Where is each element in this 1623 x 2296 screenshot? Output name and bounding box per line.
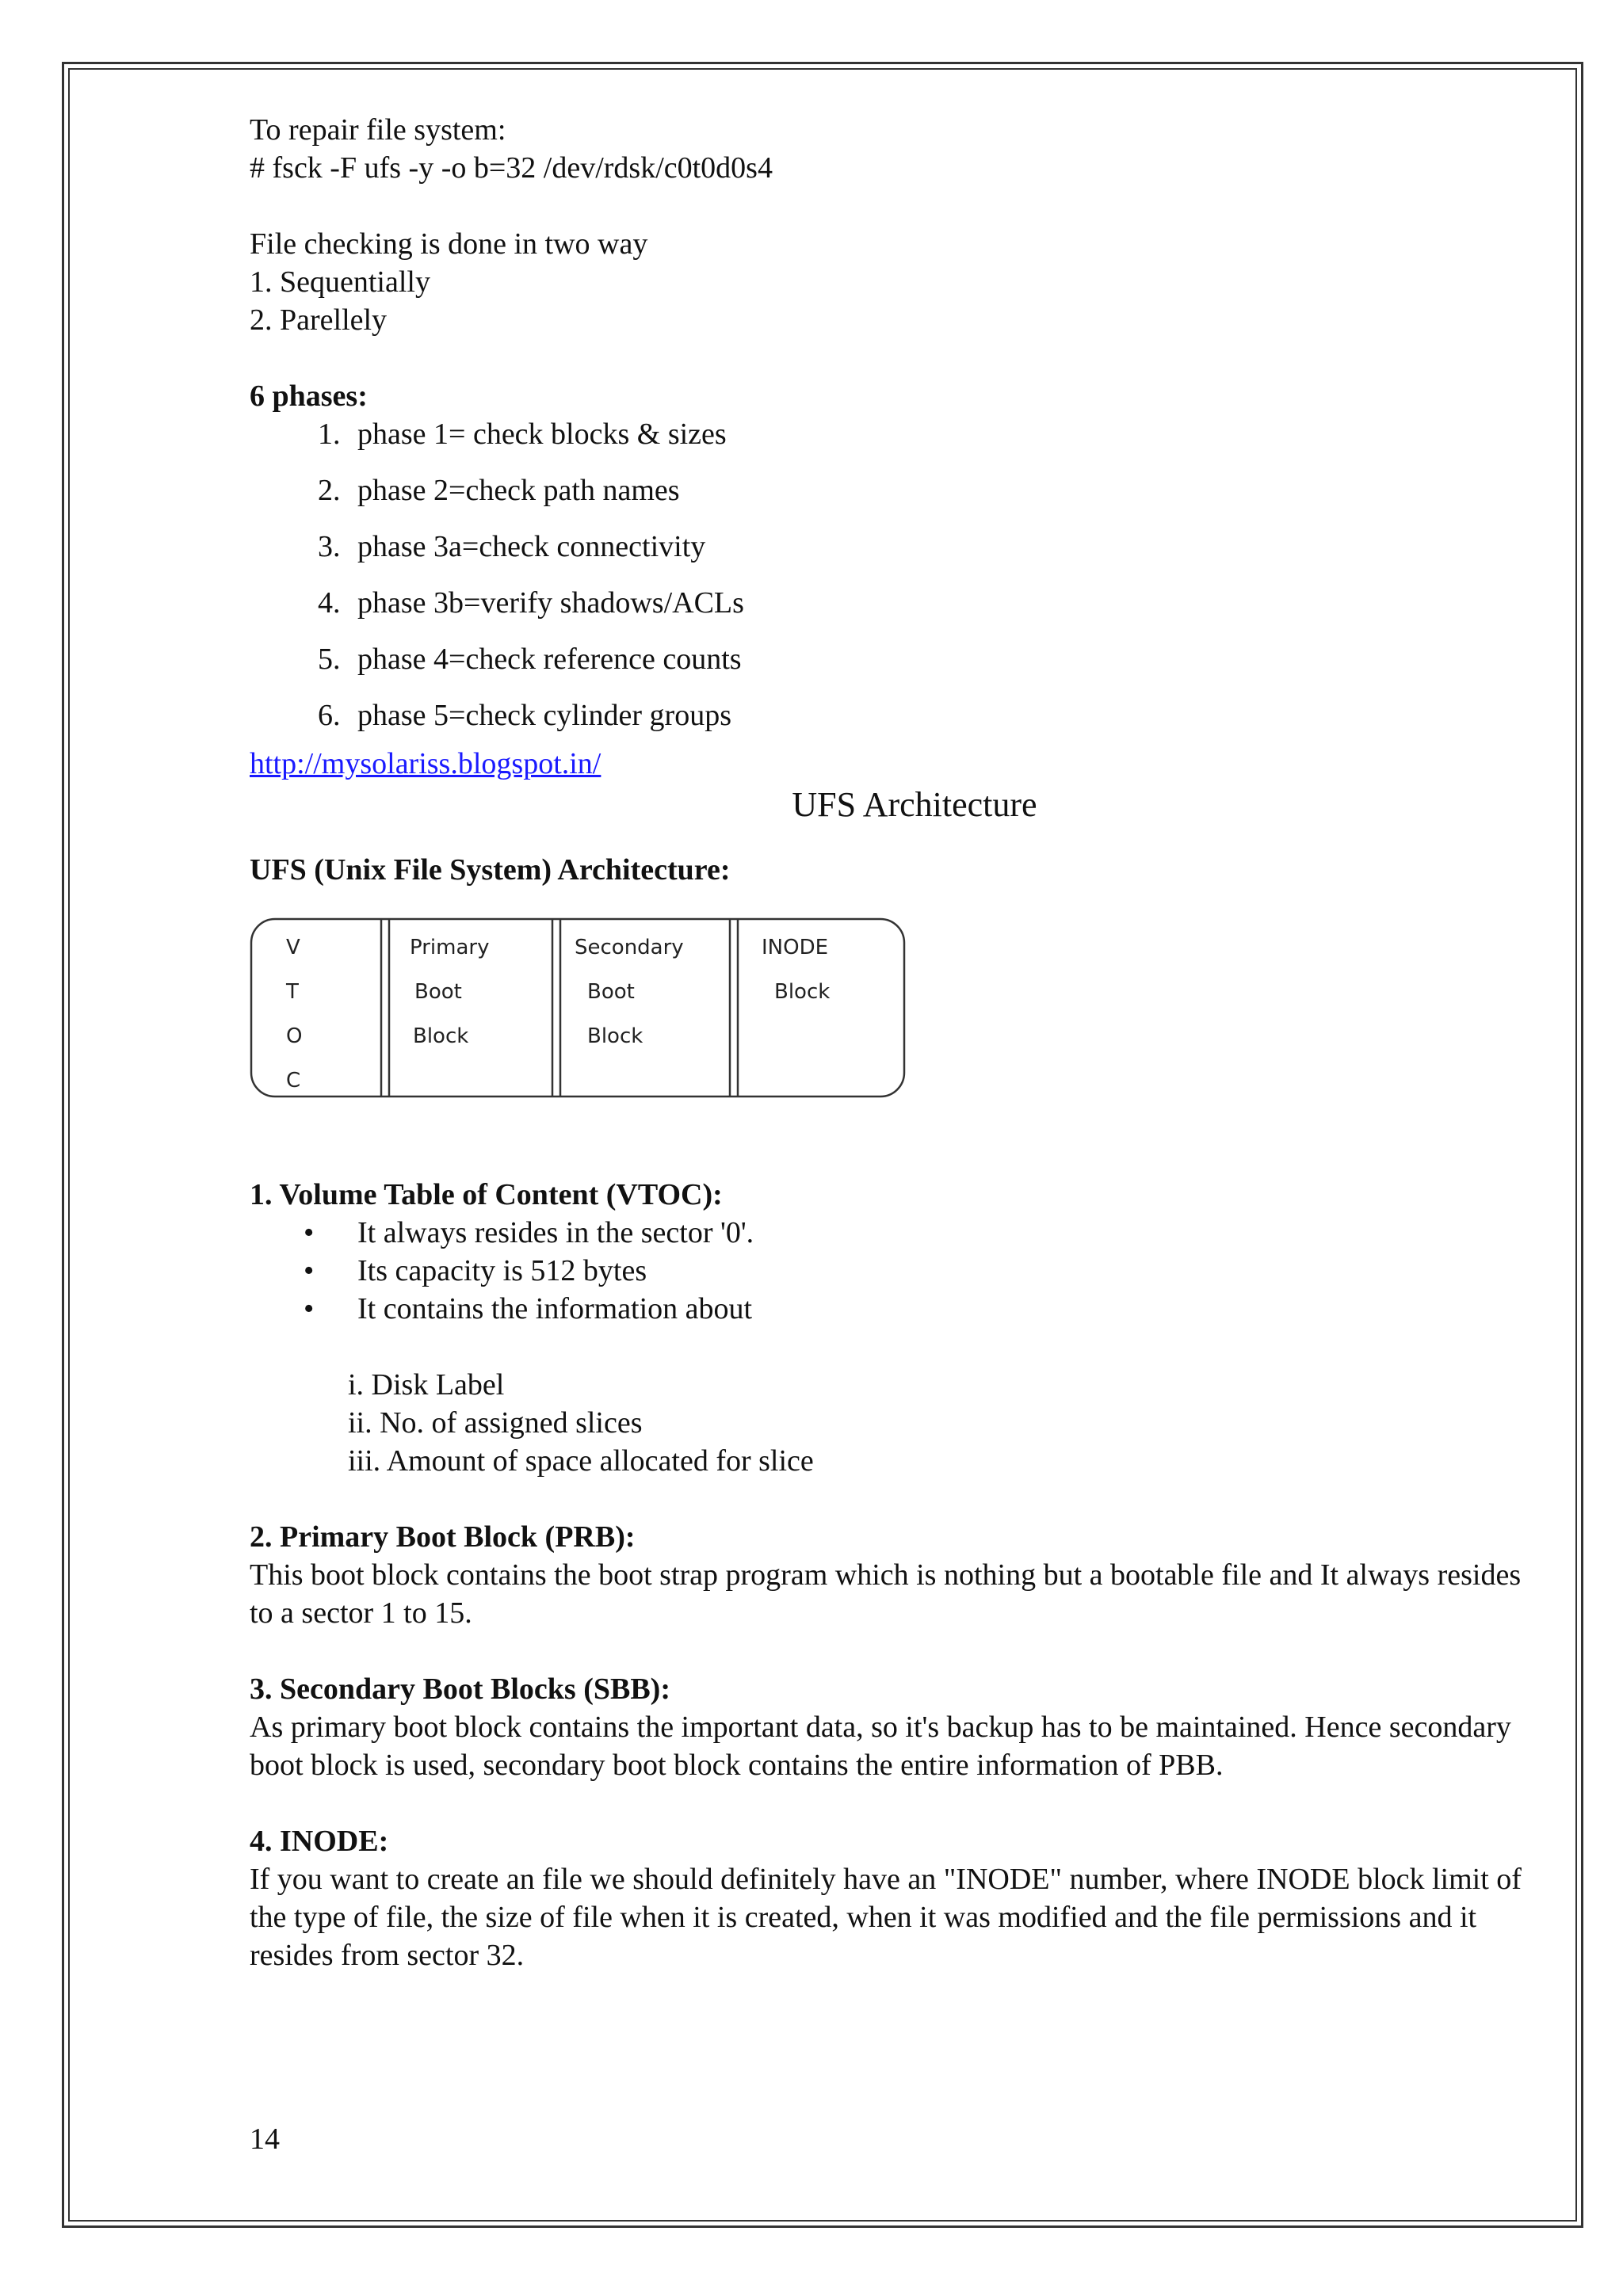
phase-item: 5. phase 4=check reference counts bbox=[348, 640, 1533, 678]
bullet-icon: • bbox=[304, 1254, 315, 1287]
phase-item: 4. phase 3b=verify shadows/ACLs bbox=[348, 584, 1533, 622]
vtoc-bullet: • It always resides in the sector '0'. bbox=[348, 1214, 1533, 1252]
vtoc-bullet: • Its capacity is 512 bytes bbox=[348, 1252, 1533, 1290]
vtoc-subitem: iii. Amount of space allocated for slice bbox=[348, 1444, 814, 1478]
repair-command: # fsck -F ufs -y -o b=32 /dev/rdsk/c0t0d0s4 bbox=[250, 151, 773, 185]
phase-item: 3. phase 3a=check connectivity bbox=[348, 528, 1533, 566]
primary-label: Block bbox=[413, 1024, 469, 1048]
phase-item: 2. phase 2=check path names bbox=[348, 471, 1533, 509]
phases-list bbox=[250, 415, 1533, 734]
section-title: UFS Architecture bbox=[792, 785, 1037, 824]
primary-label: Boot bbox=[414, 980, 462, 1004]
bullet-icon: • bbox=[304, 1216, 315, 1249]
sbb-heading: 3. Secondary Boot Blocks (SBB): bbox=[250, 1672, 670, 1706]
secondary-label: Block bbox=[587, 1024, 643, 1048]
blog-link[interactable]: http://mysolariss.blogspot.in/ bbox=[250, 747, 601, 780]
prb-heading: 2. Primary Boot Block (PRB): bbox=[250, 1520, 636, 1554]
bullet-icon: • bbox=[304, 1292, 315, 1325]
secondary-label: Secondary bbox=[575, 936, 684, 959]
sbb-text: As primary boot block contains the important data, so it's backup has to be maintained. Hence secondary boot block is used, secondary boot block contains the entire information of PBB. bbox=[250, 1711, 1511, 1782]
vtoc-letter: O bbox=[286, 1024, 303, 1048]
vtoc-heading: 1. Volume Table of Content (VTOC): bbox=[250, 1178, 723, 1211]
phase-item: 1. phase 1= check blocks & sizes bbox=[348, 415, 1533, 453]
inode-text: If you want to create an file we should definitely have an "INODE" number, where INODE block limit of the type of file, the size of file when it is created, when it was modified and the file permissions and it resides from sector 32. bbox=[250, 1863, 1522, 1972]
inode-label: INODE bbox=[762, 936, 829, 959]
checking-item: 1. Sequentially bbox=[250, 265, 430, 299]
vtoc-subitem: ii. No. of assigned slices bbox=[348, 1406, 643, 1440]
document-body bbox=[250, 111, 1533, 1974]
phases-heading: 6 phases: bbox=[250, 379, 368, 413]
architecture-heading: UFS (Unix File System) Architecture: bbox=[250, 853, 731, 887]
prb-text: This boot block contains the boot strap program which is nothing but a bootable file and It always resides to a sector 1 to 15. bbox=[250, 1558, 1522, 1630]
repair-label: To repair file system: bbox=[250, 113, 506, 147]
secondary-label: Boot bbox=[587, 980, 635, 1004]
vtoc-letter: T bbox=[286, 980, 299, 1004]
primary-label: Primary bbox=[410, 936, 490, 959]
phase-item: 6. phase 5=check cylinder groups bbox=[348, 696, 1533, 734]
vtoc-bullet: • It contains the information about bbox=[348, 1290, 1533, 1328]
vtoc-subitem: i. Disk Label bbox=[348, 1368, 505, 1402]
inode-label: Block bbox=[774, 980, 831, 1004]
ufs-architecture-diagram bbox=[250, 917, 907, 1100]
vtoc-letter: V bbox=[286, 936, 300, 959]
vtoc-letter: C bbox=[286, 1069, 301, 1093]
checking-item: 2. Parellely bbox=[250, 303, 388, 337]
vtoc-sublist bbox=[250, 1366, 1533, 1480]
vtoc-bullets bbox=[250, 1214, 1533, 1328]
page-number: 14 bbox=[250, 2122, 280, 2156]
inode-heading: 4. INODE: bbox=[250, 1825, 389, 1858]
checking-intro: File checking is done in two way bbox=[250, 227, 648, 261]
